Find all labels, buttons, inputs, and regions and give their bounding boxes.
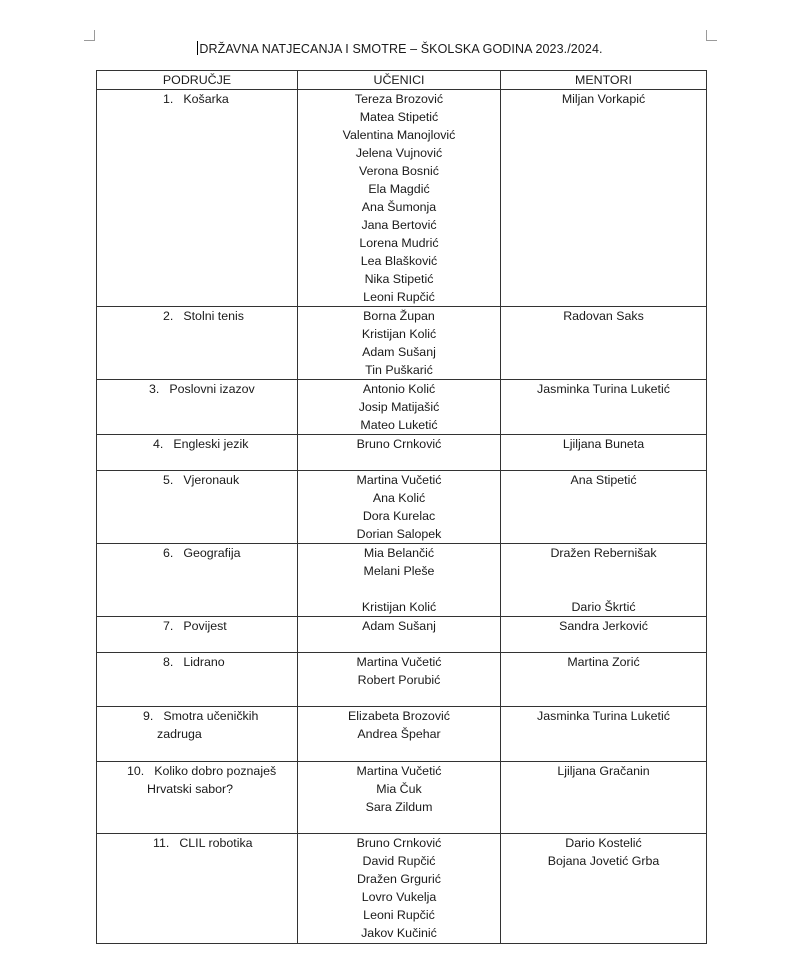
- student-name: Dorian Salopek: [356, 527, 442, 541]
- student-name: Jana Bertović: [361, 218, 437, 232]
- competitions-table: [96, 70, 707, 944]
- cell-mentors[interactable]: [501, 834, 707, 944]
- student-name: Adam Sušanj: [362, 619, 436, 633]
- student-name: Bruno Crnković: [356, 836, 442, 850]
- mentor-name: Sandra Jerković: [559, 619, 648, 633]
- area-name: zadruga: [157, 727, 202, 741]
- document-title-line[interactable]: [0, 41, 800, 56]
- student-name: Leoni Rupčić: [363, 290, 435, 304]
- table-row: [97, 90, 707, 307]
- area-name: Lidrano: [183, 655, 225, 669]
- header-area[interactable]: PODRUČJE: [97, 71, 298, 90]
- cell-area[interactable]: [97, 834, 298, 944]
- student-name: Martina Vučetić: [356, 655, 442, 669]
- cell-students[interactable]: [298, 435, 501, 471]
- student-name: Lorena Mudrić: [359, 236, 439, 250]
- student-name: Mia Belančić: [363, 546, 435, 560]
- mentor-name: Dario Kostelić: [565, 836, 642, 850]
- student-name: Jakov Kučinić: [361, 926, 437, 940]
- student-name: Adam Sušanj: [362, 345, 436, 359]
- row-number: 4.: [153, 437, 164, 451]
- student-name: Lea Blašković: [360, 254, 438, 268]
- cell-mentors[interactable]: [501, 707, 707, 762]
- area-name: CLIL robotika: [179, 836, 253, 850]
- cell-area[interactable]: [97, 544, 298, 617]
- mentor-name: Martina Zorić: [567, 655, 640, 669]
- mentor-name: Jasminka Turina Luketić: [537, 709, 670, 723]
- cell-students[interactable]: [298, 707, 501, 762]
- student-name: Antonio Kolić: [362, 382, 436, 396]
- student-name: Matea Stipetić: [359, 110, 439, 124]
- student-name: Kristijan Kolić: [361, 600, 437, 614]
- row-number: 8.: [163, 655, 174, 669]
- student-name: Elizabeta Brozović: [348, 709, 450, 723]
- cell-mentors[interactable]: [501, 471, 707, 544]
- area-line: [149, 380, 295, 398]
- row-number: 3.: [149, 382, 160, 396]
- cell-area[interactable]: [97, 435, 298, 471]
- area-line: [127, 762, 295, 780]
- area-name: Košarka: [183, 92, 229, 106]
- student-name: Ela Magdić: [368, 182, 430, 196]
- student-name: Leoni Rupčić: [363, 908, 435, 922]
- cell-mentors[interactable]: [501, 435, 707, 471]
- cell-students[interactable]: [298, 471, 501, 544]
- cell-area[interactable]: [97, 307, 298, 380]
- area-name: Engleski jezik: [173, 437, 249, 451]
- cell-mentors[interactable]: [501, 762, 707, 834]
- table-row: [97, 307, 707, 380]
- cell-area[interactable]: [97, 90, 298, 307]
- area-line: [163, 617, 295, 635]
- student-name: Bruno Crnković: [356, 437, 442, 451]
- cell-mentors[interactable]: [501, 544, 707, 617]
- mentor-name: Dražen Rebernišak: [550, 546, 657, 560]
- student-name: Ana Kolić: [372, 491, 426, 505]
- student-name: Verona Bosnić: [359, 164, 439, 178]
- header-students[interactable]: UČENICI: [298, 71, 501, 90]
- student-name: Dražen Grgurić: [356, 872, 441, 886]
- student-name: Mia Čuk: [376, 782, 422, 796]
- cell-area[interactable]: [97, 617, 298, 653]
- student-name: Lovro Vukelja: [361, 890, 437, 904]
- area-line: [163, 544, 295, 562]
- mentor-name: Radovan Saks: [563, 309, 644, 323]
- table-row: [97, 471, 707, 544]
- cell-area[interactable]: [97, 380, 298, 435]
- mentor-name: Ljiljana Buneta: [562, 437, 645, 451]
- student-name: Kristijan Kolić: [361, 327, 437, 341]
- area-line: [143, 725, 295, 743]
- area-name: Vjeronauk: [183, 473, 240, 487]
- table-row: [97, 762, 707, 834]
- student-name: Martina Vučetić: [356, 473, 442, 487]
- table-row: [97, 653, 707, 707]
- cell-students[interactable]: [298, 762, 501, 834]
- table-row: [97, 435, 707, 471]
- cell-area[interactable]: [97, 707, 298, 762]
- mentor-name: Dario Škrtić: [571, 600, 636, 614]
- student-name: Josip Matijašić: [358, 400, 440, 414]
- student-name: Tereza Brozović: [354, 92, 444, 106]
- area-line: [163, 471, 295, 489]
- area-name: Geografija: [183, 546, 241, 560]
- cell-students[interactable]: [298, 380, 501, 435]
- area-name: Koliko dobro poznaješ: [154, 764, 277, 778]
- area-line: [163, 653, 295, 671]
- area-line: [153, 435, 295, 453]
- cell-area[interactable]: [97, 762, 298, 834]
- table-row: [97, 617, 707, 653]
- area-line: [143, 707, 295, 725]
- area-name: Smotra učeničkih: [163, 709, 259, 723]
- mentor-name: [503, 562, 704, 580]
- area-name: Povijest: [183, 619, 227, 633]
- cell-mentors[interactable]: [501, 653, 707, 707]
- cell-mentors[interactable]: [501, 90, 707, 307]
- row-number: 10.: [127, 764, 145, 778]
- row-number: 6.: [163, 546, 174, 560]
- table-row: [97, 707, 707, 762]
- table-row: [97, 380, 707, 435]
- row-number: 9.: [143, 709, 154, 723]
- student-name: Sara Zildum: [365, 800, 433, 814]
- student-name: Ana Šumonja: [361, 200, 437, 214]
- row-number: 11.: [153, 836, 170, 850]
- area-line: [127, 780, 295, 798]
- cell-mentors[interactable]: [501, 307, 707, 380]
- table-header-row: [97, 71, 707, 90]
- student-name: Jelena Vujnović: [355, 146, 443, 160]
- area-name: Stolni tenis: [183, 309, 244, 323]
- area-name: Poslovni izazov: [169, 382, 255, 396]
- row-number: 2.: [163, 309, 174, 323]
- mentor-name: Miljan Vorkapić: [561, 92, 646, 106]
- cell-students[interactable]: [298, 617, 501, 653]
- row-number: 5.: [163, 473, 174, 487]
- student-name: Tin Puškarić: [365, 363, 433, 377]
- area-line: [153, 834, 295, 852]
- table-row: [97, 544, 707, 617]
- student-name: Robert Porubić: [357, 673, 441, 687]
- student-name: Melani Pleše: [363, 564, 435, 578]
- page-corner-mark: [84, 30, 95, 41]
- student-name: Valentina Manojlović: [342, 128, 456, 142]
- student-name: Martina Vučetić: [356, 764, 442, 778]
- student-name: Andrea Špehar: [357, 727, 441, 741]
- row-number: 1.: [163, 92, 174, 106]
- cell-students[interactable]: [298, 90, 501, 307]
- document-title[interactable]: DRŽAVNA NATJECANJA I SMOTRE – ŠKOLSKA GODINA 2023./2024.: [199, 42, 603, 56]
- mentor-name: Ana Stipetić: [570, 473, 637, 487]
- mentor-name: Ljiljana Gračanin: [557, 764, 650, 778]
- cell-area[interactable]: [97, 653, 298, 707]
- table-row: [97, 834, 707, 944]
- cell-mentors[interactable]: [501, 380, 707, 435]
- cell-students[interactable]: [298, 834, 501, 944]
- area-line: [163, 307, 295, 325]
- cell-students[interactable]: [298, 653, 501, 707]
- page-corner-mark: [706, 30, 717, 41]
- mentor-name: Jasminka Turina Luketić: [537, 382, 670, 396]
- area-line: [163, 90, 295, 108]
- mentor-name: Bojana Jovetić Grba: [547, 854, 660, 868]
- cell-area[interactable]: [97, 471, 298, 544]
- area-name: Hrvatski sabor?: [147, 782, 234, 796]
- cell-students[interactable]: [298, 307, 501, 380]
- student-name: Borna Župan: [363, 309, 435, 323]
- student-name: Mateo Luketić: [360, 418, 438, 432]
- cell-mentors[interactable]: [501, 617, 707, 653]
- student-name: Dora Kurelac: [362, 509, 436, 523]
- header-mentors[interactable]: MENTORI: [501, 71, 707, 90]
- student-name: David Rupčić: [362, 854, 436, 868]
- row-number: 7.: [163, 619, 174, 633]
- cell-students[interactable]: [298, 544, 501, 617]
- student-name: Nika Stipetić: [364, 272, 434, 286]
- student-name: [300, 580, 498, 598]
- mentor-name: [503, 580, 704, 598]
